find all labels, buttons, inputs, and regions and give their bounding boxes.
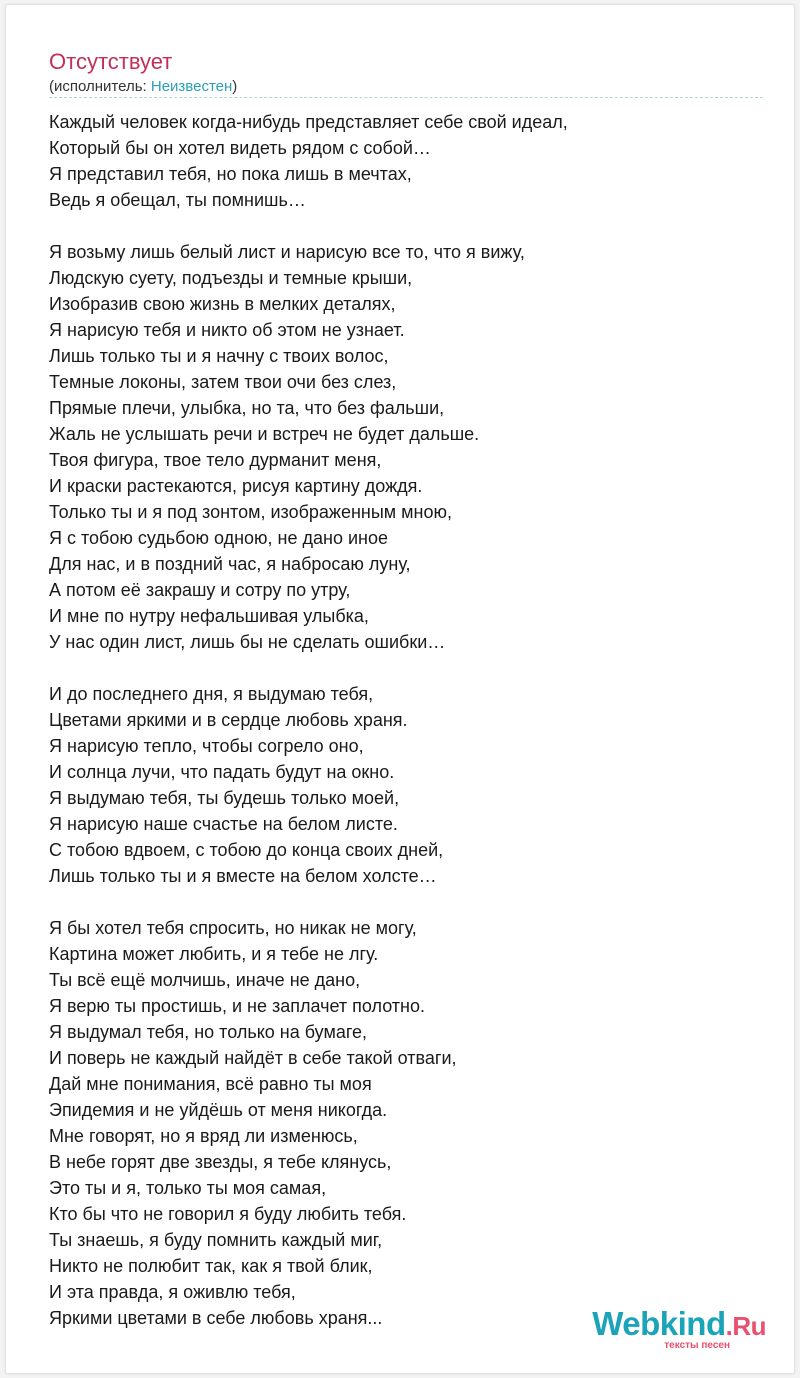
lyric-line: И эта правда, я оживлю тебя, xyxy=(49,1282,296,1302)
title-divider xyxy=(49,97,763,98)
lyric-line: Я выдумал тебя, но только на бумаге, xyxy=(49,1022,368,1042)
lyric-line: Я нарисую тепло, чтобы согрело оно, xyxy=(49,736,364,756)
lyric-line: Я выдумаю тебя, ты будешь только моей, xyxy=(49,788,400,808)
lyric-line: Я бы хотел тебя спросить, но никак не могу, xyxy=(49,918,417,938)
lyric-line: У нас один лист, лишь бы не сделать ошибки… xyxy=(49,632,446,652)
lyric-line: Прямые плечи, улыбка, но та, что без фальши, xyxy=(49,398,445,418)
lyric-line: А потом её закрашу и сотру по утру, xyxy=(49,580,351,600)
lyric-line: Мне говорят, но я вряд ли изменюсь, xyxy=(49,1126,358,1146)
lyric-line: Ведь я обещал, ты помнишь… xyxy=(49,190,306,210)
lyrics-body xyxy=(49,109,568,1357)
lyric-line: Дай мне понимания, всё равно ты моя xyxy=(49,1074,372,1094)
lyric-line: Картина может любить, и я тебе не лгу. xyxy=(49,944,379,964)
lyrics-card xyxy=(5,4,795,1374)
lyric-line: Который бы он хотел видеть рядом с собой… xyxy=(49,138,431,158)
artist-line xyxy=(49,78,237,96)
lyric-line: Темные локоны, затем твои очи без слез, xyxy=(49,372,397,392)
lyric-line: Я нарисую тебя и никто об этом не узнает. xyxy=(49,320,405,340)
lyric-line: Лишь только ты и я начну с твоих волос, xyxy=(49,346,389,366)
lyric-line: Я нарисую наше счастье на белом листе. xyxy=(49,814,398,834)
lyric-line: Жаль не услышать речи и встреч не будет дальше. xyxy=(49,424,480,444)
lyric-line: Я представил тебя, но пока лишь в мечтах, xyxy=(49,164,412,184)
lyric-line: Цветами яркими и в сердце любовь храня. xyxy=(49,710,408,730)
lyric-line: Людскую суету, подъезды и темные крыши, xyxy=(49,268,413,288)
lyric-line: В небе горят две звезды, я тебе клянусь, xyxy=(49,1152,392,1172)
lyrics-stanza xyxy=(49,239,568,655)
logo-brand: Webkind xyxy=(592,1305,726,1342)
artist-link[interactable]: Неизвестен xyxy=(150,78,233,95)
lyric-line: Лишь только ты и я вместе на белом холсте… xyxy=(49,866,437,886)
lyric-line: И до последнего дня, я выдумаю тебя, xyxy=(49,684,374,704)
artist-suffix: ) xyxy=(232,78,238,95)
lyric-line: Кто бы что не говорил я буду любить тебя. xyxy=(49,1204,407,1224)
lyric-line: Только ты и я под зонтом, изображенным мною, xyxy=(49,502,452,522)
lyric-line: Твоя фигура, твое тело дурманит меня, xyxy=(49,450,382,470)
lyric-line: И поверь не каждый найдёт в себе такой отваги, xyxy=(49,1048,457,1068)
lyric-line: Ты всё ещё молчишь, иначе не дано, xyxy=(49,970,361,990)
lyric-line: Каждый человек когда-нибудь представляет себе свой идеал, xyxy=(49,112,568,132)
lyrics-stanza xyxy=(49,915,568,1331)
song-title: Отсутствует xyxy=(49,49,173,74)
lyric-line: Я верю ты простишь, и не заплачет полотно. xyxy=(49,996,426,1016)
logo-tld: .Ru xyxy=(725,1311,766,1341)
lyric-line: И мне по нутру нефальшивая улыбка, xyxy=(49,606,369,626)
lyric-line: Это ты и я, только ты моя самая, xyxy=(49,1178,327,1198)
logo-tagline: тексты песен xyxy=(664,1340,730,1351)
lyric-line: И солнца лучи, что падать будут на окно. xyxy=(49,762,395,782)
lyric-line: Ты знаешь, я буду помнить каждый миг, xyxy=(49,1230,383,1250)
lyric-line: Эпидемия и не уйдёшь от меня никогда. xyxy=(49,1100,388,1120)
lyrics-stanza xyxy=(49,681,568,889)
artist-prefix: (исполнитель: xyxy=(49,78,151,95)
lyric-line: С тобою вдвоем, с тобою до конца своих дней, xyxy=(49,840,444,860)
lyric-line: Для нас, и в поздний час, я набросаю луну, xyxy=(49,554,411,574)
lyrics-stanza xyxy=(49,109,568,213)
lyric-line: Яркими цветами в себе любовь храня... xyxy=(49,1308,383,1328)
lyric-line: Я возьму лишь белый лист и нарисую все то, что я вижу, xyxy=(49,242,525,262)
logo-wordmark xyxy=(592,1307,766,1343)
lyric-line: Я с тобою судьбою одною, не дано иное xyxy=(49,528,388,548)
lyric-line: Изобразив свою жизнь в мелких деталях, xyxy=(49,294,396,314)
lyric-line: И краски растекаются, рисуя картину дождя. xyxy=(49,476,423,496)
webkind-logo xyxy=(592,1307,766,1351)
lyric-line: Никто не полюбит так, как я твой блик, xyxy=(49,1256,373,1276)
